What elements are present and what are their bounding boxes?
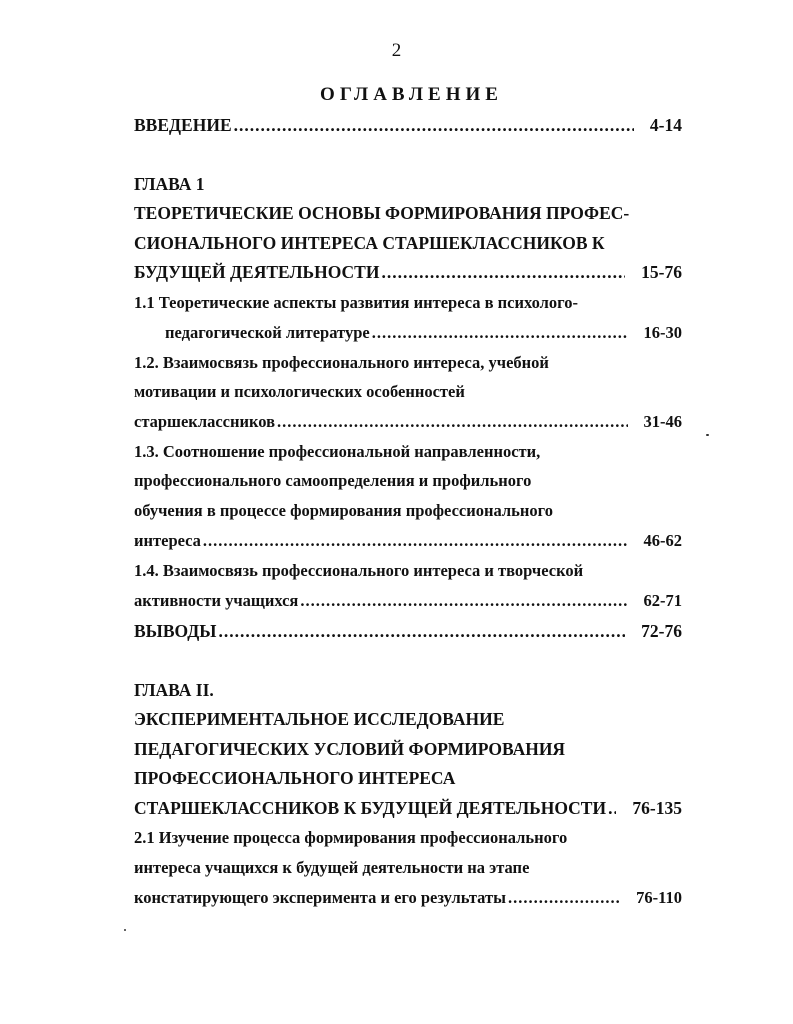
section-2-1-line: констатирующего эксперимента и его результаты <box>134 888 506 907</box>
toc-entry-pages: 76-110 <box>636 888 682 907</box>
dot-leader <box>219 621 626 641</box>
toc-entry-label: ВВЕДЕНИЕ <box>134 115 232 135</box>
toc-entry-section-1-4[interactable] <box>134 591 682 611</box>
toc-entry-pages: 15-76 <box>641 262 682 282</box>
toc-entry-intro[interactable] <box>134 115 682 135</box>
section-1-4-line: 1.4. Взаимосвязь профессионального интереса и творческой <box>134 561 584 580</box>
chapter-2-title-line: ПЕДАГОГИЧЕСКИХ УСЛОВИЙ ФОРМИРОВАНИЯ <box>134 739 566 759</box>
section-2-1-line: 2.1 Изучение процесса формирования профессионального <box>134 828 568 847</box>
section-1-4-line: активности учащихся <box>134 591 299 610</box>
section-1-3-line: профессионального самоопределения и профильного <box>134 471 532 490</box>
dot-leader <box>203 531 628 551</box>
section-1-2-line: старшеклассников <box>134 412 276 431</box>
chapter-2-heading: ГЛАВА II. <box>134 680 214 700</box>
toc-entry-pages: 31-46 <box>643 412 682 431</box>
toc-entry-pages: 16-30 <box>643 323 682 342</box>
chapter-1-title-line: БУДУЩЕЙ ДЕЯТЕЛЬНОСТИ <box>134 262 380 282</box>
chapter-1-title-line: СИОНАЛЬНОГО ИНТЕРЕСА СТАРШЕКЛАССНИКОВ К <box>134 233 605 253</box>
section-1-3-line: 1.3. Соотношение профессиональной направленности, <box>134 442 541 461</box>
dot-leader <box>508 888 620 908</box>
toc-entry-section-1-2[interactable] <box>134 412 682 432</box>
toc-entry-section-1-3[interactable] <box>134 531 682 551</box>
scan-speck <box>124 929 126 931</box>
toc-entry-conclusions[interactable] <box>134 621 682 641</box>
toc-entry-pages: 4-14 <box>649 115 682 135</box>
scan-speck <box>706 434 709 436</box>
section-1-2-line: мотивации и психологических особенностей <box>134 382 465 401</box>
toc-entry-pages: 72-76 <box>641 621 682 641</box>
toc-entry-label: ВЫВОДЫ <box>134 621 217 641</box>
chapter-2-title-line: СТАРШЕКЛАССНИКОВ К БУДУЩЕЙ ДЕЯТЕЛЬНОСТИ <box>134 798 607 818</box>
dot-leader <box>300 591 627 611</box>
toc-title: ОГЛАВЛЕНИЕ <box>320 84 503 105</box>
toc-entry-chapter-2[interactable] <box>134 798 682 818</box>
chapter-2-title-line: ПРОФЕССИОНАЛЬНОГО ИНТЕРЕСА <box>134 768 456 788</box>
dot-leader <box>234 115 634 135</box>
toc-entry-pages: 46-62 <box>643 531 682 550</box>
chapter-2-title-line: ЭКСПЕРИМЕНТАЛЬНОЕ ИССЛЕДОВАНИЕ <box>134 709 505 729</box>
section-1-3-line: обучения в процессе формирования профессионального <box>134 501 553 520</box>
dot-leader <box>381 262 625 282</box>
dot-leader <box>277 412 627 432</box>
toc-entry-section-1-1[interactable] <box>165 323 682 343</box>
section-2-1-line: интереса учащихся к будущей деятельности на этапе <box>134 858 530 877</box>
toc-entry-pages: 76-135 <box>632 798 682 818</box>
chapter-1-heading: ГЛАВА 1 <box>134 174 205 194</box>
toc-entry-pages: 62-71 <box>643 591 682 610</box>
dot-leader <box>608 798 616 818</box>
section-1-2-line: 1.2. Взаимосвязь профессионального интереса, учебной <box>134 353 549 372</box>
dot-leader <box>372 323 628 343</box>
section-1-1-line: педагогической литературе <box>165 323 370 342</box>
section-1-1-line: 1.1 Теоретические аспекты развития интереса в психолого- <box>134 293 578 312</box>
toc-entry-chapter-1[interactable] <box>134 262 682 282</box>
page-number: 2 <box>391 40 402 61</box>
toc-entry-section-2-1[interactable] <box>134 888 682 908</box>
section-1-3-line: интереса <box>134 531 201 550</box>
chapter-1-title-line: ТЕОРЕТИЧЕСКИЕ ОСНОВЫ ФОРМИРОВАНИЯ ПРОФЕС- <box>134 203 630 223</box>
